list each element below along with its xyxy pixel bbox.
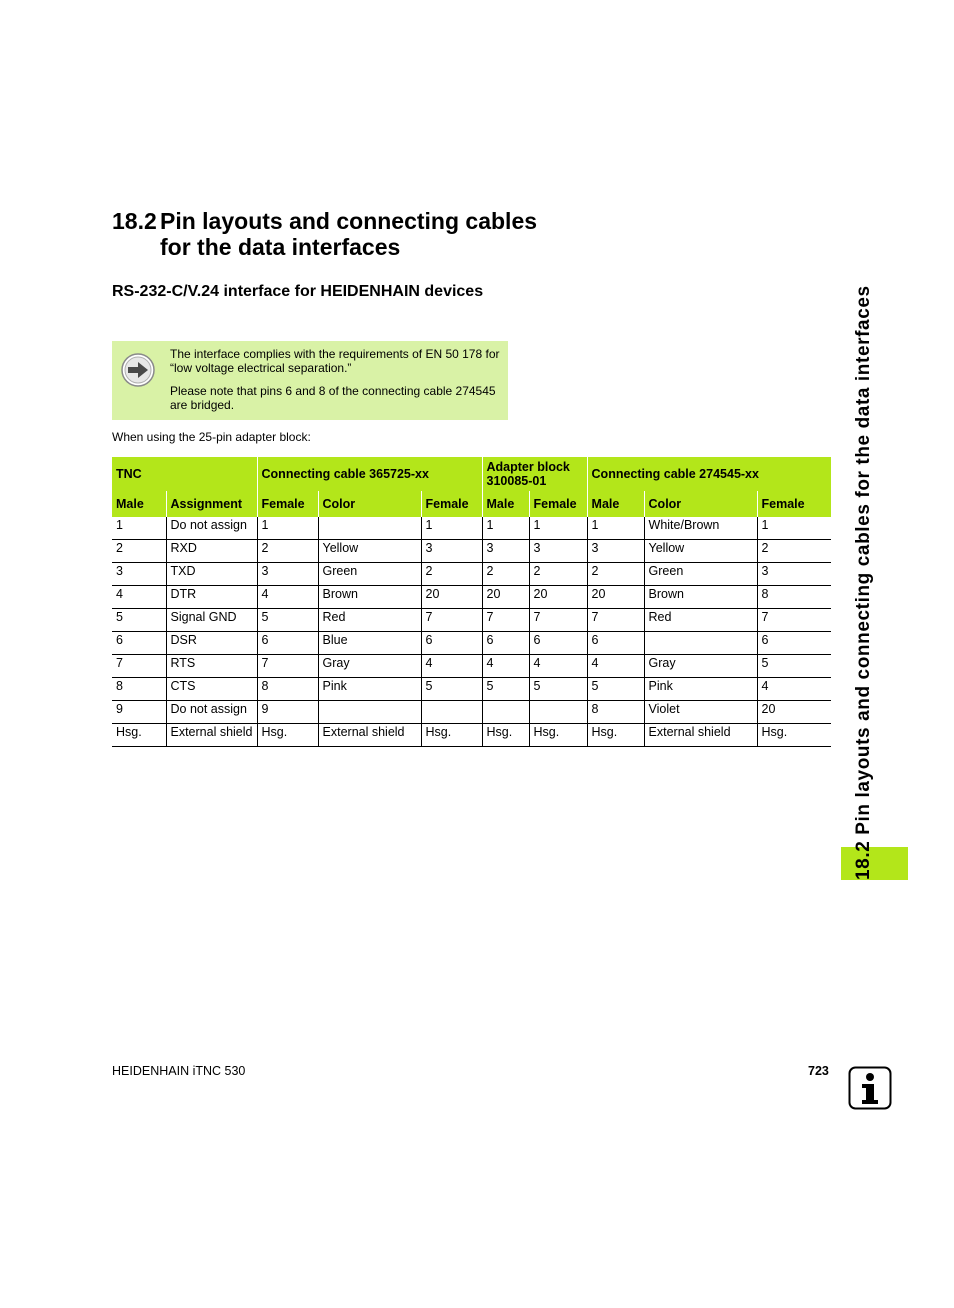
- table-cell: Do not assign: [166, 701, 257, 724]
- table-cell: 1: [421, 517, 482, 540]
- table-cell: 9: [112, 701, 166, 724]
- table-cell: [421, 701, 482, 724]
- table-row: [112, 540, 831, 563]
- column-header: Color: [644, 491, 757, 517]
- table-cell: 5: [757, 655, 831, 678]
- table-cell: 7: [757, 609, 831, 632]
- info-icon: [848, 1066, 892, 1110]
- table-cell: 1: [482, 517, 529, 540]
- table-body: [112, 517, 831, 747]
- table-cell: 7: [529, 609, 587, 632]
- table-row: [112, 655, 831, 678]
- table-cell: Hsg.: [757, 724, 831, 747]
- table-cell: 1: [112, 517, 166, 540]
- table-cell: White/Brown: [644, 517, 757, 540]
- table-cell: 2: [421, 563, 482, 586]
- table-cell: 2: [529, 563, 587, 586]
- table-cell: 20: [482, 586, 529, 609]
- table-cell: 7: [482, 609, 529, 632]
- group-cable-365725: Connecting cable 365725-xx: [257, 457, 482, 491]
- table-cell: [318, 701, 421, 724]
- table-cell: External shield: [166, 724, 257, 747]
- table-cell: 4: [421, 655, 482, 678]
- table-cell: 6: [421, 632, 482, 655]
- table-cell: 2: [112, 540, 166, 563]
- pin-layout-table: [112, 457, 831, 747]
- table-cell: External shield: [644, 724, 757, 747]
- table-cell: 6: [529, 632, 587, 655]
- column-header: Male: [587, 491, 644, 517]
- section-title: Pin layouts and connecting cables for the data interfaces: [160, 208, 538, 260]
- table-cell: 9: [257, 701, 318, 724]
- column-header: Female: [757, 491, 831, 517]
- note-text-2: Please note that pins 6 and 8 of the connecting cable 274545 are bridged.: [170, 384, 496, 412]
- table-cell: Pink: [318, 678, 421, 701]
- table-cell: Blue: [318, 632, 421, 655]
- table-cell: Hsg.: [112, 724, 166, 747]
- table-cell: 5: [587, 678, 644, 701]
- table-cell: RXD: [166, 540, 257, 563]
- table-cell: 3: [112, 563, 166, 586]
- page-number: 723: [808, 1064, 829, 1078]
- table-cell: Red: [644, 609, 757, 632]
- table-cell: 6: [257, 632, 318, 655]
- table-cell: 6: [112, 632, 166, 655]
- table-cell: Red: [318, 609, 421, 632]
- footer-product: HEIDENHAIN iTNC 530: [112, 1064, 246, 1078]
- table-cell: 6: [587, 632, 644, 655]
- table-cell: 20: [421, 586, 482, 609]
- table-cell: Do not assign: [166, 517, 257, 540]
- table-cell: Signal GND: [166, 609, 257, 632]
- table-cell: Pink: [644, 678, 757, 701]
- table-cell: 6: [757, 632, 831, 655]
- table-cell: 2: [257, 540, 318, 563]
- table-cell: Green: [318, 563, 421, 586]
- table-cell: Green: [644, 563, 757, 586]
- table-cell: 20: [529, 586, 587, 609]
- table-cell: 4: [757, 678, 831, 701]
- table-cell: 5: [482, 678, 529, 701]
- table-row: [112, 632, 831, 655]
- table-cell: RTS: [166, 655, 257, 678]
- table-cell: 4: [112, 586, 166, 609]
- column-header: Male: [112, 491, 166, 517]
- table-row: [112, 724, 831, 747]
- table-cell: 4: [529, 655, 587, 678]
- table-cell: Violet: [644, 701, 757, 724]
- table-cell: Brown: [318, 586, 421, 609]
- table-cell: Hsg.: [587, 724, 644, 747]
- column-header: Color: [318, 491, 421, 517]
- table-row: [112, 517, 831, 540]
- table-cell: 1: [529, 517, 587, 540]
- table-cell: 7: [587, 609, 644, 632]
- table-cell: [482, 701, 529, 724]
- column-header: Female: [529, 491, 587, 517]
- table-cell: Gray: [644, 655, 757, 678]
- table-cell: Gray: [318, 655, 421, 678]
- table-cell: 8: [112, 678, 166, 701]
- table-cell: DTR: [166, 586, 257, 609]
- arrow-right-icon: [121, 353, 155, 387]
- table-cell: 1: [257, 517, 318, 540]
- table-cell: Hsg.: [482, 724, 529, 747]
- table-cell: CTS: [166, 678, 257, 701]
- table-cell: 2: [482, 563, 529, 586]
- table-cell: 8: [257, 678, 318, 701]
- table-cell: Hsg.: [421, 724, 482, 747]
- section-number: 18.2: [112, 208, 157, 234]
- table-cell: Hsg.: [529, 724, 587, 747]
- table-cell: DSR: [166, 632, 257, 655]
- table-cell: 7: [421, 609, 482, 632]
- table-row: [112, 701, 831, 724]
- subsection-heading: RS-232-C/V.24 interface for HEIDENHAIN devices: [112, 283, 484, 300]
- column-header: Assignment: [166, 491, 257, 517]
- table-cell: 7: [257, 655, 318, 678]
- table-cell: 2: [757, 540, 831, 563]
- note-text-1: The interface complies with the requirements of EN 50 178 for “low voltage electrical separation.”: [170, 347, 500, 375]
- column-header: Female: [421, 491, 482, 517]
- table-cell: [318, 517, 421, 540]
- table-row: [112, 586, 831, 609]
- table-cell: 3: [587, 540, 644, 563]
- table-cell: 5: [529, 678, 587, 701]
- table-cell: 8: [587, 701, 644, 724]
- table-cell: 3: [257, 563, 318, 586]
- table-row: [112, 563, 831, 586]
- table-cell: [644, 632, 757, 655]
- table-cell: 4: [482, 655, 529, 678]
- table-cell: 3: [421, 540, 482, 563]
- table-cell: Yellow: [318, 540, 421, 563]
- group-tnc: TNC: [112, 457, 257, 491]
- side-running-title: 18.2 Pin layouts and connecting cables for the data interfaces: [853, 285, 874, 880]
- group-adapter-block: Adapter block 310085-01: [482, 457, 587, 491]
- table-cell: External shield: [318, 724, 421, 747]
- table-row: [112, 678, 831, 701]
- column-header: Male: [482, 491, 529, 517]
- table-cell: 8: [757, 586, 831, 609]
- table-cell: 20: [587, 586, 644, 609]
- table-cell: 5: [257, 609, 318, 632]
- table-column-header: [112, 491, 831, 517]
- table-cell: Brown: [644, 586, 757, 609]
- group-cable-274545: Connecting cable 274545-xx: [587, 457, 831, 491]
- table-cell: 1: [757, 517, 831, 540]
- table-cell: 6: [482, 632, 529, 655]
- table-cell: 1: [587, 517, 644, 540]
- table-cell: 5: [421, 678, 482, 701]
- table-cell: [529, 701, 587, 724]
- column-header: Female: [257, 491, 318, 517]
- table-cell: Hsg.: [257, 724, 318, 747]
- note-box: [112, 341, 508, 420]
- intro-text: When using the 25-pin adapter block:: [112, 430, 311, 444]
- table-cell: 20: [757, 701, 831, 724]
- table-cell: 7: [112, 655, 166, 678]
- table-cell: 5: [112, 609, 166, 632]
- table-cell: 3: [529, 540, 587, 563]
- table-group-header: [112, 457, 831, 491]
- table-row: [112, 609, 831, 632]
- table-cell: 3: [757, 563, 831, 586]
- table-cell: 3: [482, 540, 529, 563]
- table-cell: TXD: [166, 563, 257, 586]
- table-cell: 2: [587, 563, 644, 586]
- table-cell: 4: [587, 655, 644, 678]
- table-cell: Yellow: [644, 540, 757, 563]
- table-cell: 4: [257, 586, 318, 609]
